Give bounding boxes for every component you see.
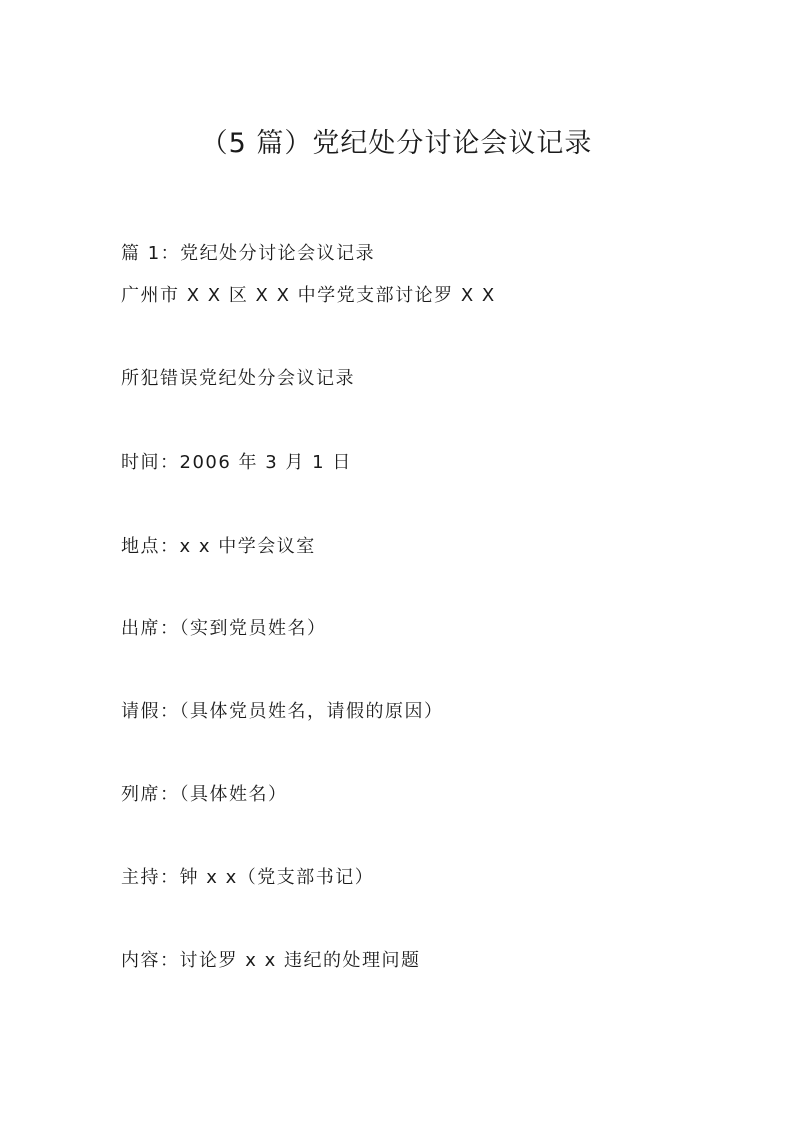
meeting-attendees: 出席：（实到党员姓名）: [121, 618, 327, 639]
meeting-subject-line: 广州市 X X 区 X X 中学党支部讨论罗 X X: [121, 285, 496, 306]
meeting-location: 地点：x x 中学会议室: [121, 536, 316, 557]
meeting-absentees: 请假：（具体党员姓名，请假的原因）: [121, 701, 444, 722]
meeting-host: 主持：钟 x x（党支部书记）: [121, 867, 375, 888]
meeting-time: 时间：2006 年 3 月 1 日: [121, 452, 352, 473]
meeting-content: 内容：讨论罗 x x 违纪的处理问题: [121, 950, 421, 971]
section-heading: 篇 1：党纪处分讨论会议记录: [121, 243, 376, 264]
document-title: （5 篇）党纪处分讨论会议记录: [200, 128, 593, 159]
meeting-subject-continuation: 所犯错误党纪处分会议记录: [121, 368, 355, 389]
meeting-observers: 列席：（具体姓名）: [121, 784, 288, 805]
